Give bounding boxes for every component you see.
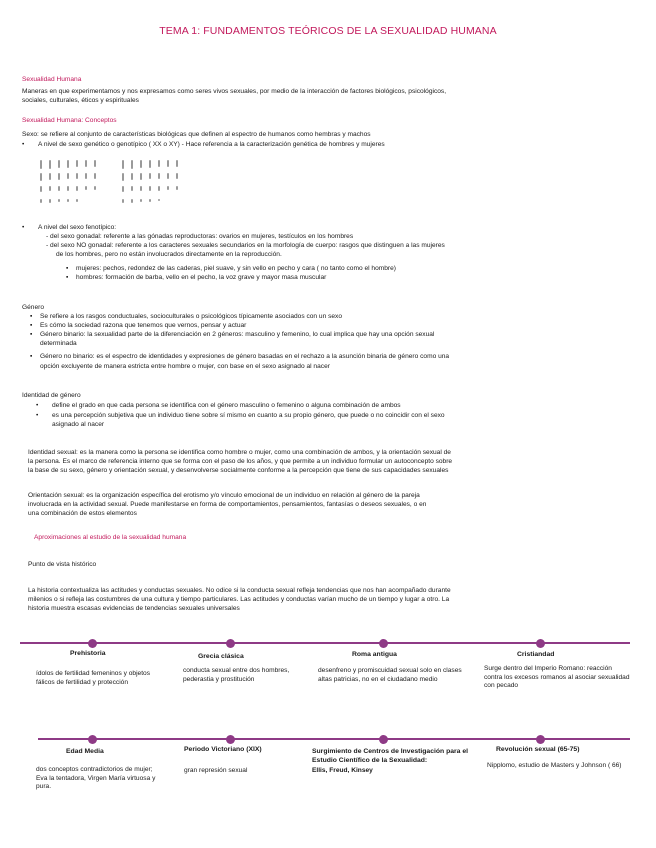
page-title: TEMA 1: FUNDAMENTOS TEÓRICOS DE LA SEXUALIDAD HUMANA <box>159 25 497 37</box>
timeline-text: gran represión sexual <box>184 767 248 774</box>
karyotype-image-female <box>40 160 116 212</box>
timeline-dot <box>536 735 545 744</box>
timeline-text: dos conceptos contradictorios de mujer; Eva la tentadora, Virgen María virtuosa y pura. <box>36 766 156 791</box>
timeline-dot <box>379 735 388 744</box>
timeline-dot <box>88 735 97 744</box>
sexo-definition: Sexo: se refiere al conjunto de características biológicas que definen al espectro de humanos como hembras y machos <box>22 131 371 138</box>
hombres-line: ▪ hombres: formación de barba, vello en el pecho, la voz grave y mayor masa muscular <box>76 274 326 283</box>
section-heading-identidad: Identidad de género <box>22 392 81 399</box>
timeline-label-revolucion: Revolución sexual (65-75) <box>496 746 580 753</box>
identidad-sexual-line: la base de su sexo, género y orientación sexual, y desenvolverse socialmente conforme a la percepción que tiene de sus capacidades sexuales <box>28 467 449 474</box>
gonadal-line: - del sexo gonadal: referente a las gónadas reproductoras: ovarios en mujeres, testículos en los hombres <box>46 233 354 240</box>
bullet-fenotipico: • A nivel del sexo fenotípico: <box>38 224 116 233</box>
timeline-label-grecia: Grecia clásica <box>198 653 244 660</box>
genero-bullet-cont: determinada <box>40 340 77 347</box>
timeline-label-centros: Surgimiento de Centros de Investigación para el Estudio Científico de la Sexualidad: <box>312 748 468 764</box>
section-heading-historico: Punto de vista histórico <box>28 561 97 568</box>
timeline-text: Nipplomo, estudio de Masters y Johnson ( 66) <box>487 762 622 769</box>
section-heading-aproximaciones: Aproximaciones al estudio de la sexualidad humana <box>34 534 187 541</box>
orientacion-line: una combinación de estos elementos <box>28 510 137 517</box>
identidad-bullet: • es una percepción subjetiva que un individuo tiene sobre sí mismo en cuanto a su propio género, que puede o no coincidir con el sexo <box>52 412 445 421</box>
timeline-label-victoriano: Periodo Victoriano (XIX) <box>184 746 262 753</box>
orientacion-line: involucrada en la actividad sexual. Puede manifestarse en forma de comportamientos, pensamientos, fantasías o deseos sexuales, o en <box>28 501 427 508</box>
timeline-dot <box>226 735 235 744</box>
timeline-text: ídolos de fertilidad femeninos y objetos fálicos de fertilidad y protección <box>36 670 150 686</box>
genero-bullet: ▪ Es cómo la sociedad razona que tenemos que vernos, pensar y actuar <box>40 322 246 331</box>
no-gonadal-line: de los hombres, pero no están involucrados directamente en la reproducción. <box>56 251 282 258</box>
paragraph-line: sociales, culturales, éticos y espirituales <box>22 97 139 104</box>
timeline-label-prehistoria: Prehistoria <box>70 650 106 657</box>
timeline-dot <box>226 639 235 648</box>
timeline-dot <box>536 639 545 648</box>
no-gonadal-line: - del sexo NO gonadal: referente a los caracteres sexuales secundarios en la morfología de cuerpo: rasgos que distinguen a las mujeres <box>46 242 445 249</box>
section-heading-genero: Género <box>22 304 44 311</box>
genero-bullet: ▪ Se refiere a los rasgos conductuales, socioculturales o psicológicos típicamente asociados con un sexo <box>40 313 342 322</box>
historico-line: milenios o si refleja las costumbres de una cultura y tiempo particulares. Las actitudes y conductas varían mucho de un tiempo y lugar a otro. La <box>28 596 450 603</box>
orientacion-line: Orientación sexual: es la organización específica del erotismo y/o vínculo emocional de un individuo en relación al género de la pareja <box>28 492 420 499</box>
historico-line: historia muestra escasas evidencias de tendencias sexuales universales <box>28 605 240 612</box>
bullet-genotipico: • A nivel de sexo genético o genotípico ( XX o XY) - Hace referencia a la caracterización genética de hombres y mujeres <box>38 141 385 150</box>
karyotype-image-male <box>122 160 194 212</box>
genero-bullet-cont: opción excluyente de manera estricta entre hombre o mujer, con base en el sexo asignado al nacer <box>40 363 330 370</box>
identidad-sexual-line: Identidad sexual: es la manera como la persona se identifica como hombre o mujer, como una combinación de ambos, y la orientación sexual de <box>28 449 451 456</box>
identidad-sexual-line: la persona. Es el marco de referencia interno que se forma con el paso de los años, y que permite a un individuo formular un autoconcepto sobre <box>28 458 453 465</box>
timeline-dot <box>379 639 388 648</box>
identidad-bullet-cont: asignado al nacer <box>52 421 105 428</box>
mujeres-line: ▪ mujeres: pechos, redondez de las caderas, piel suave, y sin vello en pecho y cara ( no tanto como el hombre) <box>76 265 396 274</box>
timeline-text: Ellis, Freud, Kinsey <box>312 767 373 774</box>
section-heading-conceptos: Sexualidad Humana: Conceptos <box>22 117 117 124</box>
timeline-text: desenfreno y promiscuidad sexual solo en clases altas patricias, no en el ciudadano medio <box>318 667 462 683</box>
historico-line: La historia contextualiza las actitudes y conductas sexuales. No odice si la conducta sexual refleja tendencias que nos han acompañado durante <box>28 587 451 594</box>
timeline-label-roma: Roma antigua <box>352 651 397 658</box>
paragraph-line: Maneras en que experimentamos y nos expresamos como seres vivos sexuales, por medio de la interacción de factores biológicos, psicológicos, <box>22 88 447 95</box>
timeline-text: conducta sexual entre dos hombres, pederastia y prostitución <box>183 667 290 683</box>
genero-bullet: ▪ Género no binario: es el espectro de identidades y expresiones de género basadas en el rechazo a la asunción binaria de género como una <box>40 353 449 362</box>
genero-bullet: ▪ Género binario: la sexualidad parte de la diferenciación en 2 géneros: masculino y femenino, lo cual implica que hay una opción sexual <box>40 331 434 340</box>
timeline-label-edad-media: Edad Media <box>66 748 104 755</box>
section-heading-sexualidad: Sexualidad Humana <box>22 76 82 83</box>
timeline-dot <box>88 639 97 648</box>
timeline-label-cristiandad: Cristiandad <box>517 651 555 658</box>
identidad-bullet: • define el grado en que cada persona se identifica con el género masculino o femenino o alguna combinación de ambos <box>52 402 401 411</box>
timeline-text: Surge dentro del Imperio Romano: reacción contra los excesos romanos al asociar sexualidad con pecado <box>484 665 630 690</box>
